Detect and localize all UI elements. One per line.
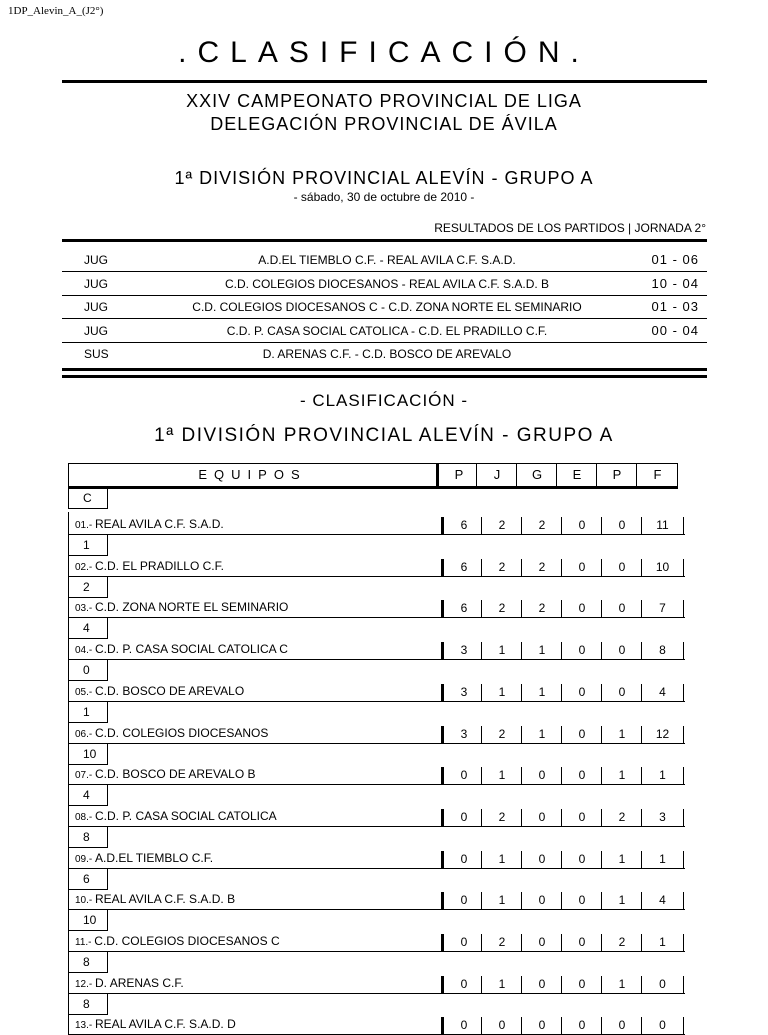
stat-cell: 0 <box>561 559 602 576</box>
column-header: P <box>596 464 637 486</box>
stat-cell: 6 <box>441 517 484 534</box>
stat-cell: 0 <box>561 600 602 617</box>
stat-cell: 1 <box>601 767 642 784</box>
team-row <box>68 762 685 785</box>
team-name <box>75 642 288 656</box>
stat-cell: 3 <box>441 726 484 743</box>
team-label: C.D. BOSCO DE AREVALO <box>95 683 245 698</box>
resultados-header: RESULTADOS DE LOS PARTIDOS | JORNADA 2° <box>434 221 706 235</box>
clasificacion-title: - CLASIFICACIÓN - <box>299 391 469 410</box>
stat-cell: 0 <box>601 517 642 534</box>
stat-cell: 1 <box>481 851 522 868</box>
stat-cell: 12 <box>641 726 684 743</box>
stat-cell: 0 <box>561 809 602 826</box>
match-row <box>62 249 707 271</box>
stat-cell: 0 <box>561 976 602 993</box>
division-title-2: 1ª DIVISIÓN PROVINCIAL ALEVÍN - GRUPO A <box>154 425 614 446</box>
stat-cell: 0 <box>441 767 484 784</box>
team-label: C.D. COLEGIOS DIOCESANOS C <box>94 934 280 948</box>
position-value: 2 <box>83 579 90 594</box>
stat-cell: 0 <box>441 851 484 868</box>
stat-cell: 1 <box>641 767 684 784</box>
team-name <box>75 892 235 906</box>
match-teams: A.D.EL TIEMBLO C.F. - REAL AVILA C.F. S.A.D. <box>258 253 516 267</box>
team-row <box>68 721 685 744</box>
team-label: REAL AVILA C.F. S.A.D. D <box>95 1017 236 1032</box>
results-top-rule <box>62 239 707 242</box>
position-value: 4 <box>83 621 90 636</box>
match-status: JUG <box>84 253 108 267</box>
stat-cell: 0 <box>561 726 602 743</box>
match-row <box>62 296 707 318</box>
stat-cell: 4 <box>641 684 684 701</box>
stat-cell: 1 <box>481 976 522 993</box>
campeonato-title: XXIV CAMPEONATO PROVINCIAL DE LIGA <box>186 91 582 111</box>
stat-cell: 1 <box>601 976 642 993</box>
stat-cell: 0 <box>441 892 484 909</box>
team-row <box>68 512 685 535</box>
team-rank: 02.- <box>75 561 96 573</box>
column-header: P <box>436 464 479 486</box>
team-name <box>75 767 256 781</box>
position-value: 10 <box>83 746 97 761</box>
team-row <box>68 637 685 660</box>
stat-cell: 2 <box>481 559 522 576</box>
stat-cell: 2 <box>521 559 562 576</box>
stat-cell: 1 <box>601 851 642 868</box>
team-name <box>75 600 288 614</box>
team-label: C.D. COLEGIOS DIOCESANOS <box>95 725 269 740</box>
stat-cell: 7 <box>641 600 684 617</box>
position-value: 1 <box>83 704 90 719</box>
team-row <box>68 846 685 869</box>
match-teams: C.D. P. CASA SOCIAL CATOLICA - C.D. EL PRADILLO C.F. <box>226 323 548 338</box>
stat-cell: 0 <box>601 600 642 617</box>
stat-cell: 0 <box>601 559 642 576</box>
team-label: C.D. ZONA NORTE EL SEMINARIO <box>95 600 289 615</box>
match-score: 00 - 04 <box>651 322 699 338</box>
team-label: C.D. EL PRADILLO C.F. <box>95 558 224 573</box>
match-row <box>62 343 707 365</box>
stat-cell: 2 <box>521 600 562 617</box>
position-value: 10 <box>83 913 97 928</box>
stat-cell: 0 <box>641 976 684 993</box>
match-status: SUS <box>84 347 109 361</box>
division-title: 1ª DIVISIÓN PROVINCIAL ALEVÍN - GRUPO A <box>174 168 594 188</box>
team-rank: 13.- <box>75 1020 96 1032</box>
column-header: J <box>476 464 517 486</box>
position-value: 1 <box>83 538 90 552</box>
column-header: E <box>556 464 597 486</box>
match-date: - sábado, 30 de octubre de 2010 - <box>293 190 475 204</box>
stat-cell: 1 <box>521 642 562 659</box>
stat-cell: 2 <box>481 726 522 743</box>
team-row <box>68 971 685 994</box>
stat-cell: 0 <box>561 934 602 951</box>
stat-cell: 0 <box>441 1017 484 1034</box>
stat-cell: 0 <box>521 892 562 909</box>
team-label: D. ARENAS C.F. <box>95 975 184 990</box>
team-row <box>68 554 685 577</box>
stat-cell: 2 <box>481 934 522 951</box>
team-name <box>75 976 184 990</box>
match-teams: D. ARENAS C.F. - C.D. BOSCO DE AREVALO <box>262 347 512 361</box>
team-rank: 03.- <box>75 603 96 615</box>
position-value: 6 <box>83 871 90 886</box>
position-value: 8 <box>83 829 90 844</box>
match-teams: C.D. COLEGIOS DIOCESANOS - REAL AVILA C.F. S.A.D. B <box>224 276 550 291</box>
stat-cell: 1 <box>481 642 522 659</box>
team-name <box>75 851 213 865</box>
stat-cell: 3 <box>641 809 684 826</box>
position-value: 8 <box>83 955 90 969</box>
stat-cell: 1 <box>601 726 642 743</box>
team-rank: 01.- <box>75 520 96 531</box>
stat-cell: 0 <box>521 767 562 784</box>
stat-cell: 6 <box>441 600 484 617</box>
team-label: C.D. P. CASA SOCIAL CATOLICA C <box>95 642 288 657</box>
stat-cell: 0 <box>601 684 642 701</box>
match-row <box>62 273 707 295</box>
stat-cell: 0 <box>441 976 484 993</box>
stat-cell: 2 <box>601 809 642 826</box>
team-row <box>68 679 685 702</box>
match-status: JUG <box>84 300 108 314</box>
stat-cell: 0 <box>561 642 602 659</box>
column-header: G <box>516 464 557 486</box>
stat-cell: 10 <box>641 559 684 576</box>
position-value: 8 <box>83 996 90 1011</box>
match-score: 01 - 03 <box>651 299 699 314</box>
stat-cell: 0 <box>441 809 484 826</box>
stat-cell: 1 <box>481 767 522 784</box>
stat-cell: 2 <box>481 517 522 534</box>
team-row <box>68 929 685 952</box>
stat-cell: 1 <box>601 892 642 909</box>
document-id: 1DP_Alevin_A_(J2°) <box>8 5 104 17</box>
stat-cell: 0 <box>561 851 602 868</box>
stat-cell: 0 <box>521 934 562 951</box>
stat-cell: 0 <box>561 684 602 701</box>
stat-cell: 0 <box>521 851 562 868</box>
team-name <box>75 684 244 698</box>
team-name <box>75 517 224 531</box>
stat-cell: 3 <box>441 684 484 701</box>
team-name <box>75 1017 236 1031</box>
position-value: C <box>83 491 92 505</box>
team-name <box>75 809 277 823</box>
match-row <box>62 320 707 342</box>
team-name <box>75 559 224 573</box>
delegacion-title: DELEGACIÓN PROVINCIAL DE ÁVILA <box>210 114 558 134</box>
stat-cell: 1 <box>521 726 562 743</box>
stat-cell: 0 <box>601 1017 642 1034</box>
stat-cell: 0 <box>521 1017 562 1034</box>
team-rank: 12.- <box>75 978 96 990</box>
stat-cell: 1 <box>481 684 522 701</box>
team-rank: 05.- <box>75 686 96 698</box>
position-value: 0 <box>83 663 90 678</box>
stat-cell: 0 <box>521 976 562 993</box>
team-name <box>75 934 280 948</box>
results-bottom-rule-2 <box>62 375 707 378</box>
stat-cell: 1 <box>481 892 522 909</box>
stat-cell: 0 <box>521 809 562 826</box>
position-box <box>68 488 108 509</box>
match-score: 01 - 06 <box>651 252 699 267</box>
team-row <box>68 595 685 618</box>
stat-cell: 1 <box>641 851 684 868</box>
team-rank: 08.- <box>75 811 96 823</box>
team-label: C.D. BOSCO DE AREVALO B <box>95 767 256 782</box>
match-status: JUG <box>84 323 108 338</box>
stat-cell: 0 <box>481 1017 522 1034</box>
stat-cell: 0 <box>561 1017 602 1034</box>
team-label: C.D. P. CASA SOCIAL CATOLICA <box>95 808 277 823</box>
team-rank: 11.- <box>75 937 95 948</box>
stat-cell: 2 <box>601 934 642 951</box>
match-score: 10 - 04 <box>651 275 699 291</box>
team-name <box>75 726 268 740</box>
stat-cell: 2 <box>481 809 522 826</box>
match-teams: C.D. COLEGIOS DIOCESANOS C - C.D. ZONA NORTE EL SEMINARIO <box>192 300 582 314</box>
column-header: F <box>636 464 678 486</box>
stat-cell: 3 <box>441 642 484 659</box>
stat-cell: 0 <box>641 1017 684 1034</box>
stat-cell: 1 <box>521 684 562 701</box>
team-rank: 10.- <box>75 895 96 907</box>
position-value: 4 <box>83 788 90 803</box>
equipos-label: EQUIPOS <box>198 467 307 482</box>
team-label: REAL AVILA C.F. S.A.D. B <box>95 892 236 907</box>
team-label: A.D.EL TIEMBLO C.F. <box>95 850 214 865</box>
stat-cell: 4 <box>641 892 684 909</box>
stat-cell: 8 <box>641 642 684 659</box>
team-label: REAL AVILA C.F. S.A.D. <box>95 517 224 531</box>
team-rank: 06.- <box>75 728 96 740</box>
team-row <box>68 804 685 827</box>
stat-cell: 0 <box>561 892 602 909</box>
team-rank: 09.- <box>75 853 96 865</box>
stat-cell: 0 <box>561 517 602 534</box>
stat-cell: 6 <box>441 559 484 576</box>
stat-cell: 1 <box>641 934 684 951</box>
stat-cell: 0 <box>441 934 484 951</box>
team-row <box>68 887 685 910</box>
match-status: JUG <box>84 276 108 291</box>
stat-cell: 2 <box>481 600 522 617</box>
standings-header <box>68 463 678 489</box>
team-rank: 04.- <box>75 645 96 657</box>
stat-cell: 2 <box>521 517 562 534</box>
main-title: .CLASIFICACIÓN. <box>178 36 590 69</box>
stat-cell: 0 <box>601 642 642 659</box>
results-bottom-rule-1 <box>62 368 707 371</box>
team-rank: 07.- <box>75 770 96 782</box>
stat-cell: 11 <box>641 517 684 534</box>
stat-cell: 0 <box>561 767 602 784</box>
title-rule <box>62 80 707 83</box>
